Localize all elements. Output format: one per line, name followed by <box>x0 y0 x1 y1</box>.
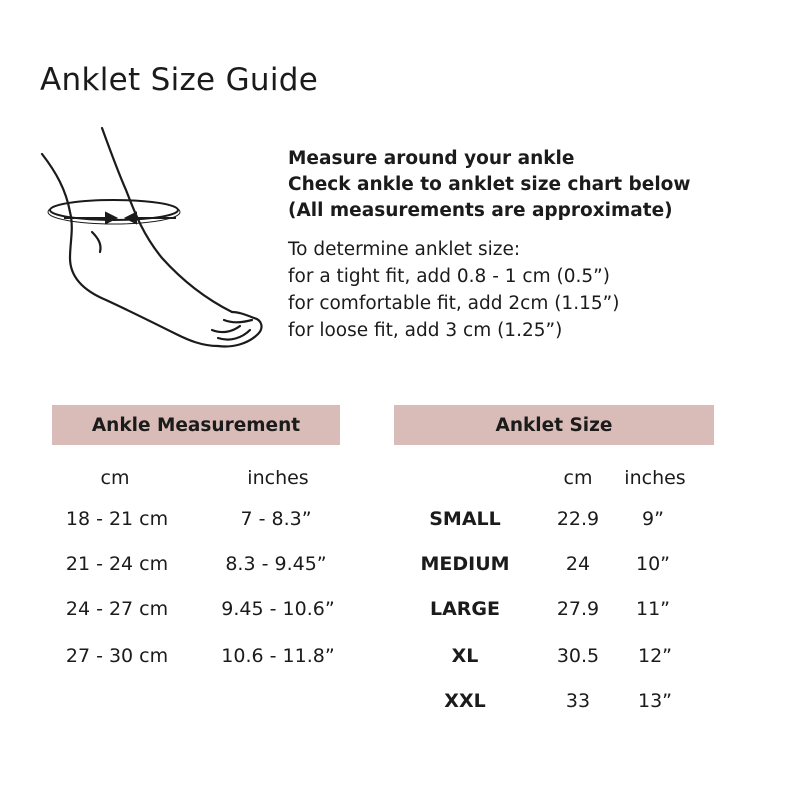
ankle-row-inches: 8.3 - 9.45” <box>225 553 327 575</box>
page-title: Anklet Size Guide <box>40 62 319 98</box>
anklet-size-label: LARGE <box>429 598 501 620</box>
anklet-size-label: SMALL <box>429 508 501 530</box>
anklet-size-cm: 30.5 <box>556 645 600 667</box>
anklet-table-header: Anklet Size <box>394 405 714 445</box>
anklet-size-inches: 13” <box>637 690 673 712</box>
ankle-row-cm: 21 - 24 cm <box>65 553 169 575</box>
instruction-bold-line: Measure around your ankle <box>288 148 575 169</box>
instruction-line: To determine anklet size: <box>288 239 521 260</box>
ankle-col-cm: cm <box>100 467 130 489</box>
ankle-row-inches: 7 - 8.3” <box>240 508 312 530</box>
anklet-col-inches: inches <box>624 467 686 489</box>
foot-measure-icon <box>36 120 272 356</box>
ankle-table-header: Ankle Measurement <box>52 405 340 445</box>
instruction-line: for loose fit, add 3 cm (1.25”) <box>288 320 563 341</box>
instruction-line: for comfortable fit, add 2cm (1.15”) <box>288 293 620 314</box>
anklet-size-inches: 9” <box>642 508 664 530</box>
anklet-size-cm: 27.9 <box>556 598 600 620</box>
ankle-row-inches: 9.45 - 10.6” <box>221 598 335 620</box>
anklet-size-inches: 11” <box>635 598 671 620</box>
anklet-size-inches: 10” <box>635 553 671 575</box>
instruction-bold-line: (All measurements are approximate) <box>288 200 673 221</box>
ankle-row-cm: 24 - 27 cm <box>65 598 169 620</box>
anklet-size-label: XL <box>451 645 479 667</box>
anklet-size-cm: 33 <box>565 690 591 712</box>
anklet-col-cm: cm <box>563 467 593 489</box>
ankle-row-cm: 18 - 21 cm <box>65 508 169 530</box>
anklet-size-label: MEDIUM <box>420 553 510 575</box>
anklet-size-cm: 24 <box>565 553 591 575</box>
instruction-line: for a tight fit, add 0.8 - 1 cm (0.5”) <box>288 266 610 287</box>
ankle-row-cm: 27 - 30 cm <box>65 645 169 667</box>
ankle-col-inches: inches <box>247 467 309 489</box>
ankle-row-inches: 10.6 - 11.8” <box>221 645 335 667</box>
anklet-size-cm: 22.9 <box>556 508 600 530</box>
instruction-bold-line: Check ankle to anklet size chart below <box>288 174 691 195</box>
anklet-size-inches: 12” <box>637 645 673 667</box>
instructions <box>288 146 690 344</box>
anklet-size-label: XXL <box>444 690 486 712</box>
